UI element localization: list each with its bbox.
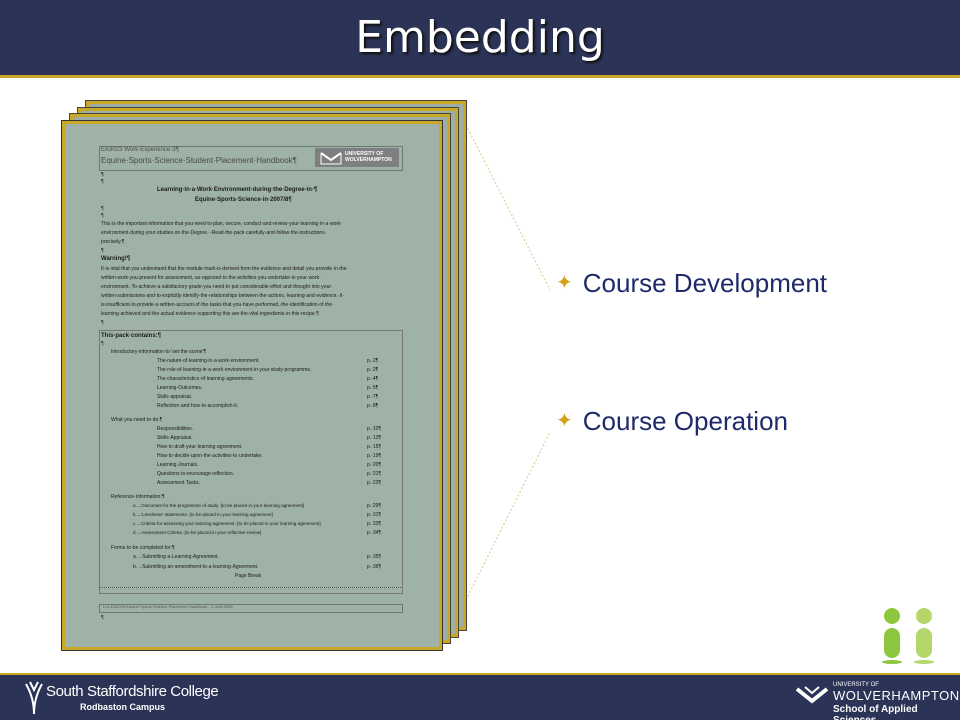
- contents-item: a.→Submitting·a·Learning·Agreement.: [133, 554, 219, 560]
- contents-item: Reflection·and·how·to·accomplish·it.: [157, 403, 239, 409]
- four-point-star-icon: ✦: [556, 410, 573, 432]
- contents-page: p.·23¶: [367, 480, 382, 486]
- page-break-label: Page Break: [235, 573, 262, 579]
- warning-line: is·insufficient·to·provide·a·written·account·of·the·tasks·that·you·have·performed,·the·identification·of·the·: [101, 302, 334, 308]
- contents-section-title: What·you·need·to·do:¶: [111, 417, 163, 423]
- warning-line: It·is·vital·that·you·understand·that·the·module·mark·is·derived·from·the·evidence·and·detail·you·provide·in·the·: [101, 266, 349, 272]
- bullet-label: Course Operation: [582, 406, 788, 436]
- contents-page: p.·21¶: [367, 471, 382, 477]
- university-logo-icon: [795, 683, 829, 713]
- contents-page: p.·36¶: [367, 564, 382, 570]
- contents-item: Skills·appraisal.: [157, 394, 193, 400]
- contents-section-title: Introductory·information·to·'set·the·scene'¶: [111, 349, 207, 355]
- pilcrow: ¶: [101, 213, 104, 219]
- contents-item: How·to·draft·your·learning·agreement.: [157, 444, 243, 450]
- contents-page: p.·8¶: [367, 403, 379, 409]
- contents-page: p.·15¶: [367, 444, 382, 450]
- warning-heading: Warning!¶: [101, 256, 131, 262]
- footer-bar: [0, 673, 960, 726]
- warning-line: environment.·To·achieve·a·satisfactory·grade·you·need·to·put·considerable·effort·and·thought·into·your·: [101, 284, 333, 290]
- contents-item: Questions·to·encourage·reflection.: [157, 471, 234, 477]
- college-name: South Staffordshire College: [46, 683, 219, 700]
- contents-page: p.·20¶: [367, 462, 382, 468]
- intro-line: precisely.¶: [101, 239, 125, 245]
- contents-item: Assessment·Tasks.: [157, 480, 201, 486]
- pilcrow: ¶: [101, 320, 104, 326]
- contents-item: Learning·Outcomes.: [157, 385, 203, 391]
- contents-item: Responsibilities.: [157, 426, 194, 432]
- contents-page: p.·34¶: [367, 530, 382, 536]
- university-small-text: UNIVERSITY OF: [833, 682, 879, 688]
- contents-page: p.·2¶: [367, 358, 379, 364]
- campus-name: Rodbaston Campus: [80, 702, 166, 712]
- contents-item: b.→Submitting·an·amendment·to·a·learning·Agreement.: [133, 564, 259, 570]
- university-logo: [795, 681, 960, 726]
- document-footer-text: U-6-EA3023·Equine·Sports·Science·Placement·Handbook·-·1-JUN-2008: [103, 604, 233, 609]
- envelope-logo-icon: [319, 148, 343, 167]
- university-name: WOLVERHAMPTON: [833, 688, 960, 703]
- document-heading-1: Learning·in·a·Work·Environment·during·the·Degree·in·¶: [157, 187, 318, 193]
- pilcrow: ¶: [101, 172, 104, 178]
- document-page: [62, 121, 442, 650]
- contents-page: p.·29¶: [367, 503, 382, 509]
- college-logo-icon: [24, 680, 44, 716]
- contents-item: How·to·decide·upon·the·activities·to·undertake.: [157, 453, 263, 459]
- contents-page: p.·35¶: [367, 554, 382, 560]
- contents-section-title: Forms·to·be·completed·for:¶: [111, 545, 175, 551]
- contents-item: Skills·Appraisal.: [157, 435, 193, 441]
- contents-item: The·nature·of·learning·in·a·work·environment.: [157, 358, 260, 364]
- contents-page: p.·10¶: [367, 426, 382, 432]
- pilcrow: ¶: [101, 341, 104, 347]
- people-figures-icon: [880, 606, 940, 666]
- contents-heading: This·pack·contains:¶: [101, 333, 162, 339]
- document-header-line2: Equine·Sports·Science·Student·Placement·Handbook¶: [101, 156, 297, 165]
- contents-item: Learning·Journals.: [157, 462, 199, 468]
- contents-page: p.·19¶: [367, 453, 382, 459]
- document-university-logo: [315, 148, 399, 167]
- contents-page: p.·7¶: [367, 394, 379, 400]
- contents-item: The·role·of·learning·in·a·work·environment·in·your·study·programme.: [157, 367, 312, 373]
- contents-section-title: Reference·information:¶: [111, 494, 165, 500]
- contents-page: p.·4¶: [367, 376, 379, 382]
- contents-page: p.·13¶: [367, 435, 382, 441]
- document-logo-text: UNIVERSITY OF WOLVERHAMPTON: [345, 151, 392, 163]
- intro-line: This·is·the·important·information·that·you·need·to·plan,·secure,·conduct·and·review·your·learning·in·a·work·: [101, 221, 343, 227]
- contents-page: p.·5¶: [367, 385, 379, 391]
- four-point-star-icon: ✦: [556, 272, 573, 294]
- school-name: School of Applied Sciences: [833, 704, 918, 726]
- bullet-course-development: [556, 268, 827, 299]
- pilcrow: ¶: [101, 615, 104, 621]
- intro-line: environment·during·your·studies·on·the·Degree.··Read·the·pack·carefully·and·follow·the·instructions·: [101, 230, 327, 236]
- bullet-course-operation: [556, 406, 788, 437]
- pilcrow: ¶: [101, 206, 104, 212]
- contents-page: p.·31¶: [367, 512, 382, 518]
- document-heading-2: Equine·Sports·Science·in·2007/8¶: [195, 197, 292, 203]
- contents-item: The·characteristics·of·learning·agreements.: [157, 376, 254, 382]
- warning-line: written·work·you·present·for·assessment,·as·opposed·to·the·activities·you·undertake·in·your·work·: [101, 275, 321, 281]
- contents-item: d.→Assessment·Criteria.·[to·be·placed·in·your·reflective·review]: [133, 530, 262, 535]
- warning-line: learning·achieved·and·the·actual·evidence·supporting·this·are·the·vital·ingredients·in·this·recipe.¶: [101, 311, 319, 317]
- pilcrow: ¶: [101, 248, 104, 254]
- contents-item: b.→'Levelness'·statements.·[to·be·placed·in·your·learning·agreement]: [133, 512, 273, 517]
- slide-title: Embedding: [355, 12, 605, 63]
- contents-item: c.→Criteria·for·assessing·your·learning·agreement.·[to·be·placed·in·your·learning·agreement]: [133, 521, 321, 526]
- document-header-line1: EA3023·Work·Experience·3¶: [101, 147, 179, 153]
- contents-item: a.→Outcomes·for·the·programme·of·study.·[to·be·placed·in·your·learning·agreement]: [133, 503, 304, 508]
- contents-page: p.·2¶: [367, 367, 379, 373]
- pilcrow: ¶: [101, 179, 104, 185]
- bullet-label: Course Development: [582, 268, 827, 298]
- page-break-line: [99, 587, 401, 588]
- contents-page: p.·33¶: [367, 521, 382, 527]
- warning-line: written·submissions·and·to·explicitly·identify·the·relationships·between·the·actions,·learning·and·evidence.·It·: [101, 293, 344, 299]
